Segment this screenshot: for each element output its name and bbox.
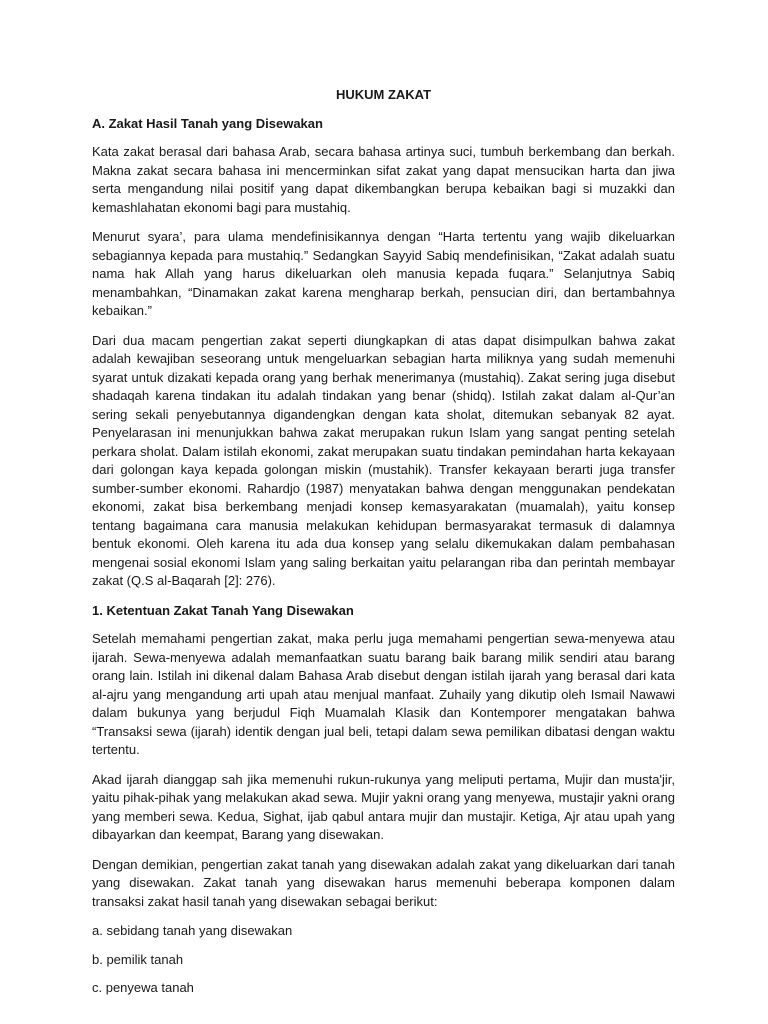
list-item: b. pemilik tanah [92,951,184,967]
paragraph-syara-definition: Menurut syara’, para ulama mendefinisikannya dengan “Harta tertentu yang wajib dikeluarkan sebagiannya kepada para mustahiq.” Sedangkan Sayyid Sabiq mendefinisikan, “Zakat adalah suatu nama hak Allah yang harus dikeluarkan oleh manusia kepada fuqara.” Selanjutnya Sabiq menambahkan, “Dinamakan zakat karena mengharap berkah, pensucian diri, dan bertambahnya kebaikan.” [92,229,675,318]
list-item: c. penyewa tanah [92,980,194,995]
paragraph-zakat-definition: Kata zakat berasal dari bahasa Arab, secara bahasa artinya suci, tumbuh berkembang dan berkah. Makna zakat secara bahasa ini mencerminkan sifat zakat yang dapat mensucikan harta dan jiwa serta mengandung nilai positif yang dapat dikembangkan berupa kebaikan bagi si muzakki dan kemashlahatan ekonomi bagi para mustahiq. [92,144,675,215]
document-page [92,86,675,1008]
paragraph-zakat-tanah: Dengan demikian, pengertian zakat tanah yang disewakan adalah zakat yang dikeluarkan dari tanah yang disewakan. Zakat tanah yang disewakan harus memenuhi beberapa komponen dalam transaksi zakat hasil tanah yang disewakan sebagai berikut: [92,856,675,909]
paragraph-akad-ijarah: Akad ijarah dianggap sah jika memenuhi rukun-rukunya yang meliputi pertama, Mujir dan musta'jir, yaitu pihak-pihak yang melakukan akad sewa. Mujir yakni orang yang menyewa, mustajir yakni orang yang memberi sewa. Kedua, Sighat, ijab qabul antara mujir dan mustajir. Ketiga, Ajr atau upah yang dibayarkan dan keempat, Barang yang disewakan. [92,771,675,842]
paragraph-zakat-conclusion: Dari dua macam pengertian zakat seperti diungkapkan di atas dapat disimpulkan bahwa zakat adalah kewajiban seseorang untuk mengeluarkan sebagian harta miliknya yang sudah memenuhi syarat untuk dizakati kepada orang yang berhak menerimanya (mustahiq). Zakat sering juga disebut shadaqah karena tindakan itu adalah tindakan yang benar (shidq). Istilah zakat dalam al-Qur’an sering sekali penyebutannya digandengkan dengan kata sholat, ditemukan sebanyak 82 ayat. Penyelarasan ini menunjukkan bahwa zakat merupakan rukun Islam yang sangat penting setelah perkara sholat. Dalam istilah ekonomi, zakat merupakan suatu tindakan pemindahan harta kekayaan dari golongan kaya kepada golongan miskin (mustahik). Transfer kekayaan berarti juga transfer sumber-sumber ekonomi. Rahardjo (1987) menyatakan bahwa dengan menggunakan pendekatan ekonomi, zakat bisa berkembang menjadi konsep kemasyarakatan (muamalah), yaitu konsep tentang bagaimana cara manusia melakukan kehidupan bermasyarakat termasuk di dalamnya bentuk ekonomi. Oleh karena itu ada dua konsep yang selalu dikemukakan dalam pembahasan mengenai sosial ekonomi Islam yang saling berkaitan yaitu pelarangan riba dan perintah membayar zakat (Q.S al-Baqarah [2]: 276). [92,332,675,588]
section-1-heading: 1. Ketentuan Zakat Tanah Yang Disewakan [92,602,354,618]
paragraph-ijarah-definition: Setelah memahami pengertian zakat, maka perlu juga memahami pengertian sewa-menyewa atau ijarah. Sewa-menyewa adalah memanfaatkan suatu barang baik barang milik sendiri atau barang orang lain. Istilah ini dikenal dalam Bahasa Arab disebut dengan istilah ijarah yang berasal dari kata al-ajru yang mengandung arti upah atau menjual manfaat. Zuhaily yang dikutip oleh Ismail Nawawi dalam bukunya yang berjudul Fiqh Muamalah Klasik dan Kontemporer mengatakan bahwa “Transaksi sewa (ijarah) identik dengan jual beli, tetapi dalam sewa pemilikan dibatasi dengan waktu tertentu. [92,631,675,757]
list-item: a. sebidang tanah yang disewakan [92,923,293,938]
section-a-heading: A. Zakat Hasil Tanah yang Disewakan [92,115,323,131]
document-title: HUKUM ZAKAT [335,87,432,102]
